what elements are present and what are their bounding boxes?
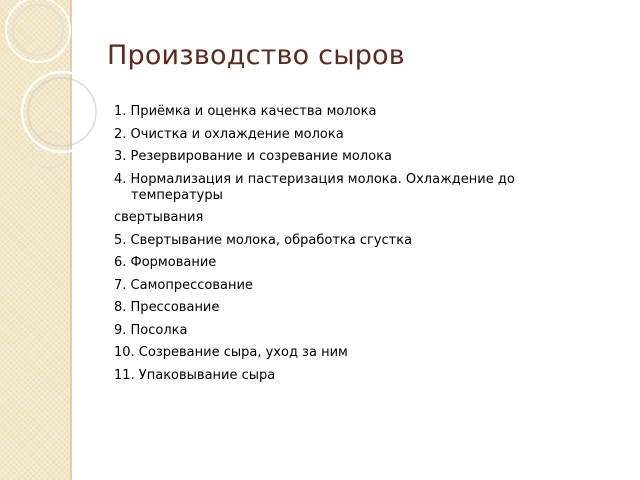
list-item: 5. Свертывание молока, обработка сгустка bbox=[114, 232, 413, 248]
process-list bbox=[114, 104, 584, 390]
list-item-continuation: свертывания bbox=[114, 210, 204, 225]
list-item: 10. Созревание сыра, уход за ним bbox=[114, 345, 348, 360]
deco-circle-2 bbox=[13, 5, 63, 55]
list-item: 9. Посолка bbox=[114, 322, 188, 338]
list-item: 3. Резервирование и созревание молока bbox=[114, 149, 392, 164]
list-item: 11. Упаковывание сыра bbox=[114, 367, 276, 383]
list-item: 2. Очистка и охлаждение молока bbox=[114, 126, 344, 142]
deco-circle-1 bbox=[6, 0, 70, 62]
list-item: 6. Формование bbox=[114, 255, 217, 270]
list-item: 4. Нормализация и пастеризация молока. Охлаждение до температуры bbox=[114, 171, 515, 203]
list-item: 1. Приёмка и оценка качества молока bbox=[114, 104, 377, 119]
decorative-circles bbox=[0, 0, 110, 200]
slide-title: Производство сыров bbox=[107, 40, 405, 71]
list-item: 7. Самопрессование bbox=[114, 277, 253, 293]
list-item: 8. Прессование bbox=[114, 300, 220, 315]
deco-circle-3 bbox=[22, 72, 102, 152]
